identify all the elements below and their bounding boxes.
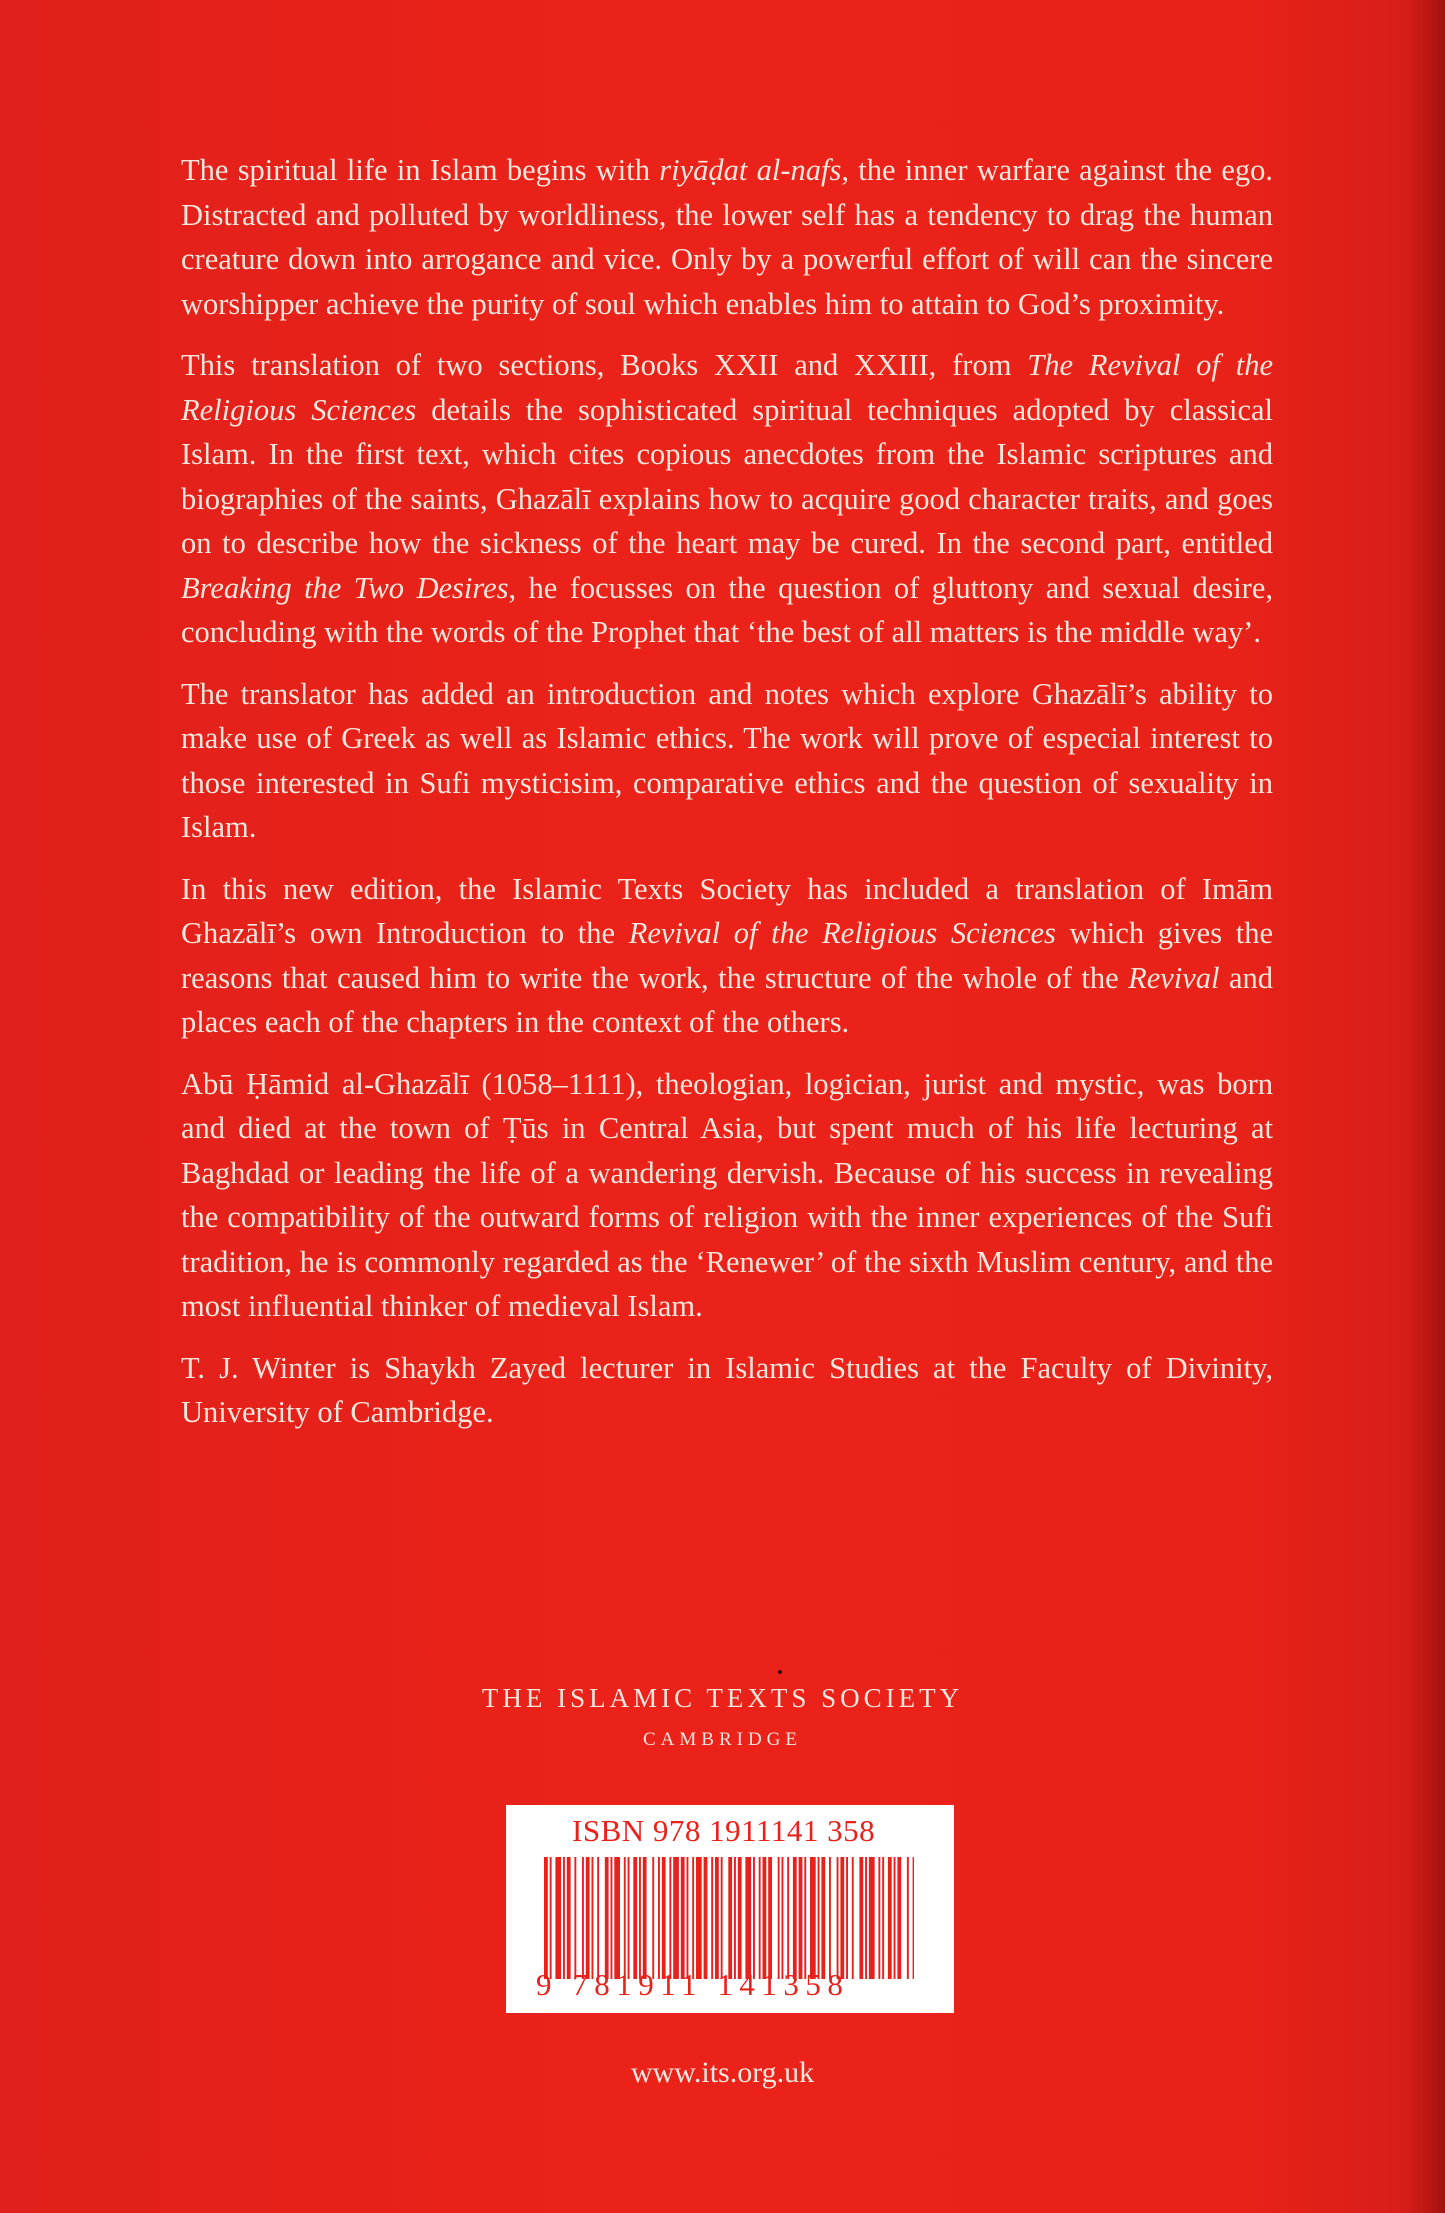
barcode-bar (778, 1857, 780, 1979)
barcode-bar (818, 1857, 820, 1979)
barcode-bar (643, 1857, 647, 1979)
barcode-bar (550, 1857, 552, 1979)
blurb-paragraph-2: This translation of two sections, Books XXII and XXIII, from The Revival of the Religious Sciences details the sophisticated spiritual techniques adopted by classical Islam. In the first text, which cites copious anecdotes from the Islamic scriptures and biographies of the saints, Ghazālī explains how to acquire good character traits, and goes on to describe how the sickness of the heart may be cured. In the second part, entitled Breaking the Two Desires, he focusses on the question of gluttony and sexual desire, concluding with the words of the Prophet that ‘the best of all matters is the middle way’. (181, 348, 1274, 649)
barcode-bar (882, 1857, 884, 1979)
barcode-bar (592, 1857, 594, 1979)
barcode-bar (563, 1857, 565, 1979)
barcode-bar (810, 1857, 816, 1979)
author-bio-ghazali: Abū Ḥāmid al-Ghazālī (1058–1111), theologian, logician, jurist and mystic, was born and died at the town of Ṭūs in Central Asia, but spent much of his life lecturing at Baghdad or leading the life of a wandering dervish. Because of his success in revealing the compatibility of the outward forms of religion with the inner experiences of the Sufi tradition, he is commonly regarded as the ‘Renewer’ of the sixth Muslim century, and the most influential thinker of medieval Islam. (181, 1066, 1273, 1323)
barcode-bar (859, 1857, 863, 1979)
barcode-bar (840, 1857, 844, 1979)
barcode-bar (715, 1857, 719, 1979)
publisher-website: www.its.org.uk (630, 2056, 815, 2089)
barcode-bar (799, 1857, 803, 1979)
barcode-bar (763, 1857, 767, 1979)
barcode-bar (907, 1857, 909, 1979)
barcode-bar (696, 1857, 702, 1979)
barcode-bar (669, 1857, 671, 1979)
barcode-bar (846, 1857, 848, 1979)
blurb-text (181, 148, 1273, 1452)
blurb-paragraph-4: In this new edition, the Islamic Texts Society has included a translation of Imām Ghazālī’s own Introduction to the Revival of the Religious Sciences which gives the reasons that caused him to write the work, the structure of the whole of the Revival and places each of the chapters in the context of the others. (181, 871, 1273, 1039)
barcode-bar (782, 1857, 784, 1979)
barcode-bar (605, 1857, 609, 1979)
barcode-bar (787, 1857, 789, 1979)
translator-bio: T. J. Winter is Shaykh Zayed lecturer in Islamic Studies at the Faculty of Divinity, University of Cambridge. (181, 1350, 1273, 1429)
speck (778, 1670, 782, 1674)
blurb-paragraph-3: The translator has added an introduction and notes which explore Ghazālī’s ability to make use of Greek as well as Islamic ethics. The work will prove of especial interest to those interested in Sufi mysticisim, comparative ethics and the question of sexuality in Islam. (181, 676, 1273, 844)
barcode-bar (639, 1857, 641, 1979)
barcode-bar (768, 1857, 772, 1979)
barcode-bar (837, 1857, 839, 1979)
barcode-bar (692, 1857, 694, 1979)
barcode-bar (574, 1857, 576, 1979)
isbn-label: ISBN 978 1911141 358 (572, 1813, 876, 1848)
barcode-bar (745, 1857, 751, 1979)
spine-edge (1407, 0, 1445, 2213)
barcode-bar (829, 1857, 831, 1979)
isbn-barcode-box (506, 1805, 954, 2013)
barcode-bar (894, 1857, 896, 1979)
barcode-bar (759, 1857, 761, 1979)
barcode-bar (658, 1857, 660, 1979)
barcode-bar (652, 1857, 654, 1979)
barcode-bar (681, 1857, 685, 1979)
barcode-bar (869, 1857, 875, 1979)
barcode-bar (852, 1857, 854, 1979)
barcode-bar (567, 1857, 571, 1979)
barcode-bar (804, 1857, 806, 1979)
barcode-bar (753, 1857, 755, 1979)
barcode-bar (597, 1857, 599, 1979)
barcode-bar (878, 1857, 880, 1979)
barcode-bar (582, 1857, 584, 1979)
barcode-bar (821, 1857, 825, 1979)
barcode-bar (628, 1857, 630, 1979)
barcode-bar (888, 1857, 892, 1979)
barcode-bar (913, 1857, 914, 1979)
barcode-bar (633, 1857, 637, 1979)
blurb-paragraph-1: The spiritual life in Islam begins with riyāḍat al-nafs, the inner warfare against the ego. Distracted and polluted by worldliness, the lower self has a tendency to drag the human creature down into arrogance and vice. Only by a powerful effort of will can the sincere worshipper achieve the purity of soul which enables him to attain to God’s proximity. (181, 153, 1273, 321)
barcode-digits: 9 781911 141358 (536, 1967, 850, 2002)
barcode-bar (704, 1857, 708, 1979)
barcode-bar (728, 1857, 732, 1979)
barcode-bar (673, 1857, 679, 1979)
publisher-name: THE ISLAMIC TEXTS SOCIETY (481, 1683, 964, 1713)
barcode-bar (611, 1857, 613, 1979)
barcode-bar (793, 1857, 797, 1979)
publisher-city: CAMBRIDGE (642, 1729, 802, 1750)
barcode-bar (687, 1857, 689, 1979)
barcode-bar (586, 1857, 590, 1979)
barcode-bar (721, 1857, 723, 1979)
barcode-bar (614, 1857, 620, 1979)
barcode-bar (865, 1857, 867, 1979)
barcode (544, 1857, 914, 1979)
barcode-bar (738, 1857, 742, 1979)
barcode-bar (662, 1857, 666, 1979)
barcode-bar (544, 1857, 548, 1979)
barcode-bar (711, 1857, 713, 1979)
barcode-bar (734, 1857, 736, 1979)
barcode-bar (897, 1857, 901, 1979)
barcode-bar (624, 1857, 626, 1979)
barcode-bar (555, 1857, 561, 1979)
